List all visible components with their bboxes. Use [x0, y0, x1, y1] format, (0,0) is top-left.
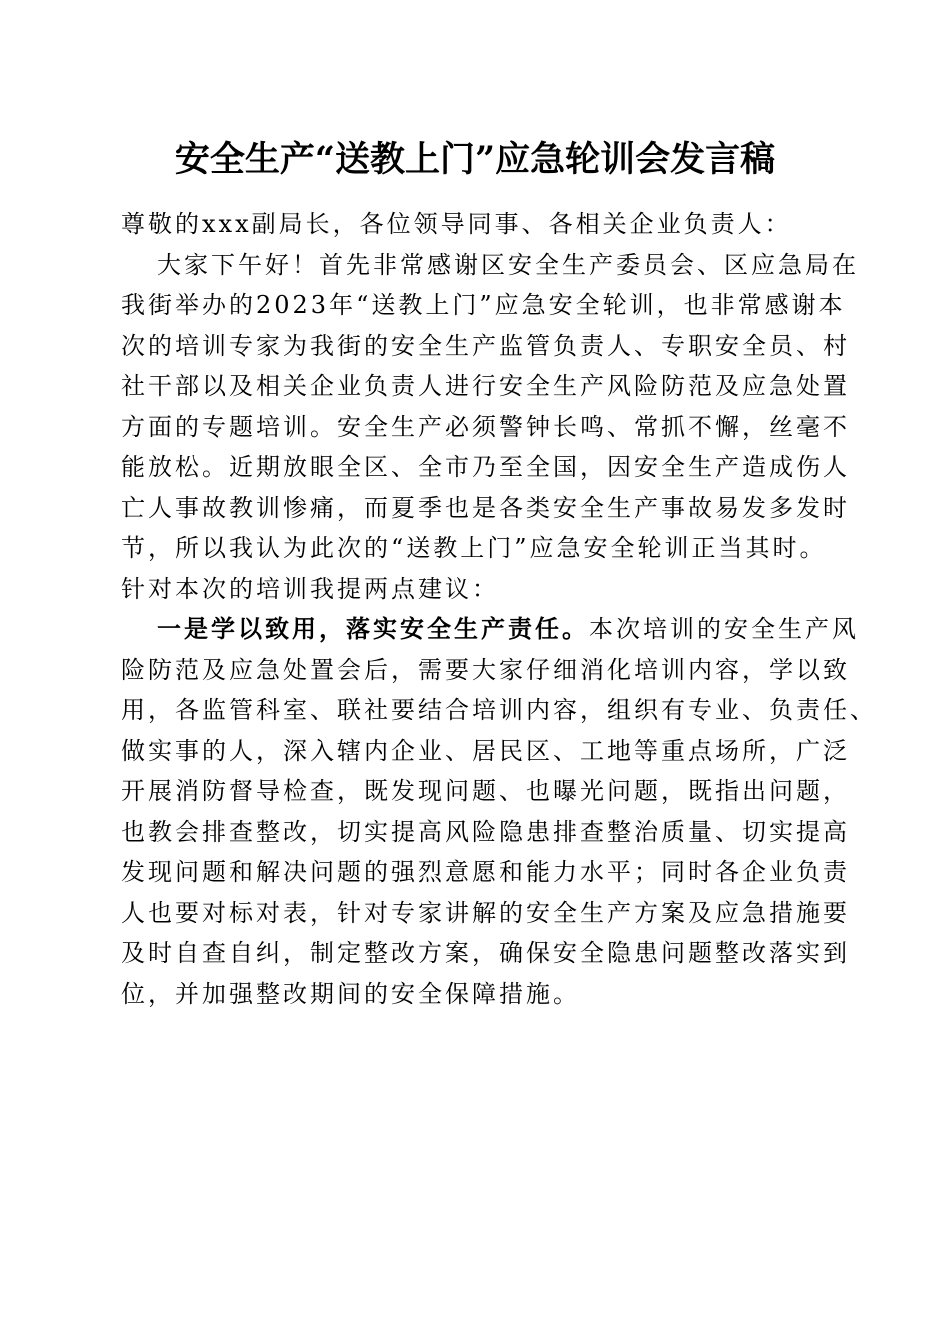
paragraph-line: 能放松。近期放眼全区、全市乃至全国，因安全生产造成伤人 — [121, 453, 850, 481]
document-body — [121, 204, 877, 1014]
paragraph-line: 位，并加强整改期间的安全保障措施。 — [121, 979, 580, 1008]
paragraph-line: 次的培训专家为我街的安全生产监管负责人、专职安全员、村 — [121, 331, 850, 360]
document-title: 安全生产“送教上门”应急轮训会发言稿 — [174, 139, 776, 180]
salutation-line: 尊敬的xxx副局长，各位领导同事、各相关企业负责人： — [121, 210, 792, 238]
paragraph-line: 我街举办的2023年“送教上门”应急安全轮训，也非常感谢本 — [121, 291, 846, 319]
paragraph-line — [121, 609, 859, 650]
paragraph-line: 大家下午好！首先非常感谢区安全生产委员会、区应急局在 — [157, 250, 859, 279]
paragraph-line: 方面的专题培训。安全生产必须警钟长鸣、常抓不懈，丝毫不 — [121, 412, 850, 441]
paragraph-line: 及时自查自纠，制定整改方案，确保安全隐患问题整改落实到 — [121, 939, 850, 967]
paragraph-line: 亡人事故教训惨痛，而夏季也是各类安全生产事故易发多发时 — [121, 493, 850, 522]
paragraph-line: 开展消防督导检查，既发现问题、也曝光问题，既指出问题， — [121, 777, 850, 805]
paragraph-line: 用，各监管科室、联社要结合培训内容，组织有专业、负责任、 — [121, 696, 877, 724]
paragraph-line: 做实事的人，深入辖内企业、居民区、工地等重点场所，广泛 — [121, 736, 850, 765]
paragraph-line: 人也要对标对表，针对专家讲解的安全生产方案及应急措施要 — [121, 898, 850, 927]
paragraph-text: 本次培训的安全生产风 — [589, 615, 859, 643]
paragraph-line: 节，所以我认为此次的“送教上门”应急安全轮训正当其时。 — [121, 534, 827, 562]
paragraph-line: 发现问题和解决问题的强烈意愿和能力水平；同时各企业负责 — [121, 858, 850, 886]
bold-lead-text: 一是学以致用，落实安全生产责任。 — [157, 614, 589, 643]
paragraph-line: 社干部以及相关企业负责人进行安全生产风险防范及应急处置 — [121, 372, 850, 400]
paragraph-line: 险防范及应急处置会后，需要大家仔细消化培训内容，学以致 — [121, 655, 850, 684]
paragraph-line: 针对本次的培训我提两点建议： — [121, 574, 499, 603]
paragraph-line: 也教会排查整改，切实提高风险隐患排查整治质量、切实提高 — [121, 817, 850, 846]
